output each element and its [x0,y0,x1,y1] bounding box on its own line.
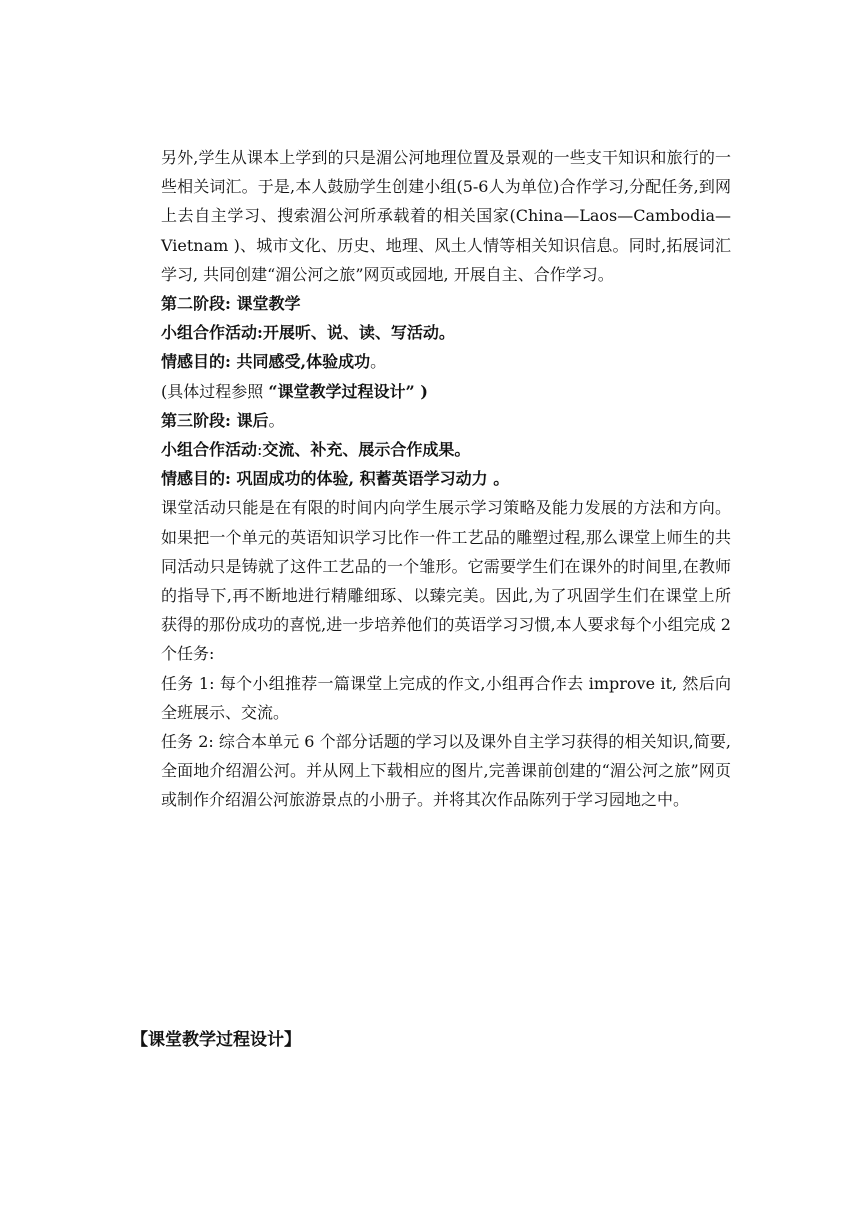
stage3-goal-value: 巩固成功的体验, 积蓄英语学习动力 。 [230,469,510,489]
task-1-label: 任务 1: [161,673,215,693]
stage2-goal-end: 。 [370,352,387,372]
stage2-goal-value: 共同感受,体验成功 [230,352,371,372]
stage3-heading [161,406,731,435]
task-2-label: 任务 2: [161,732,214,752]
stage2-goal-label: 情感目的: [161,352,231,372]
stage2-goal [161,347,731,376]
task-item-1 [161,669,731,727]
stage3-activity [161,435,731,464]
task-2-text: 综合本单元 6 个部分话题的学习以及课外自主学习获得的相关知识,简要,全面地介绍湄公河。并从网上下载相应的图片,完善课前创建的“湄公河之旅”网页或制作介绍湄公河旅游景点的小册子。并将其次作品陈列于学习园地之中。 [161,732,731,810]
stage2-heading-value: 课堂教学 [230,294,301,314]
stage3-heading-value: 课后 [230,410,269,430]
stage2-reference-title: “课堂教学过程设计” [268,381,415,401]
stage2-reference-suffix: ) [414,381,428,401]
stage2-activity [161,318,731,347]
task-item-2 [161,727,731,815]
task-1-text: 每个小组推荐一篇课堂上完成的作文,小组再合作去 improve it, 然后向全班展示、交流。 [161,673,731,722]
section-title: 【课堂教学过程设计】 [131,1030,301,1050]
intro-paragraph: 另外,学生从课本上学到的只是湄公河地理位置及景观的一些支干知识和旅行的一些相关词汇。于是,本人鼓励学生创建小组(5-6人为单位)合作学习,分配任务,到网上去自主学习、搜索湄公河所承载着的相关国家(China—Laos—Cambodia—Vietnam )、城市文化、历史、地理、风土人情等相关知识信息。同时,拓展词汇学习, 共同创建“湄公河之旅”网页或园地, 开展自主、合作学习。 [161,148,731,284]
stage2-reference [161,377,731,406]
after-class-paragraph: 课堂活动只能是在有限的时间内向学生展示学习策略及能力发展的方法和方向。如果把一个单元的英语知识学习比作一件工艺品的雕塑过程,那么课堂上师生的共同活动只是铸就了这件工艺品的一个雏形。它需要学生们在课外的时间里,在教师的指导下,再不断地进行精雕细琢、以臻完美。因此,为了巩固学生们在课堂上所获得的那份成功的喜悦,进一步培养他们的英语学习习惯,本人要求每个小组完成 2 个任务: [161,498,731,664]
stage2-activity-label: 小组合作活动: [161,323,263,343]
stage2-reference-prefix: (具体过程参照 [161,381,269,401]
stage3-goal-label: 情感目的: [161,469,231,489]
document-body [161,143,731,815]
stage3-heading-label: 第三阶段: [161,410,231,430]
stage2-heading-label: 第二阶段: [161,294,231,314]
stage3-heading-end: 。 [268,410,285,430]
stage2-activity-value: 开展听、说、读、写活动。 [262,323,455,343]
stage3-activity-value: 交流、补充、展示合作成果。 [262,440,471,460]
stage3-goal [161,464,731,493]
stage3-activity-colon: : [257,440,263,460]
stage3-activity-label: 小组合作活动 [161,440,258,460]
stage2-heading [161,289,731,318]
